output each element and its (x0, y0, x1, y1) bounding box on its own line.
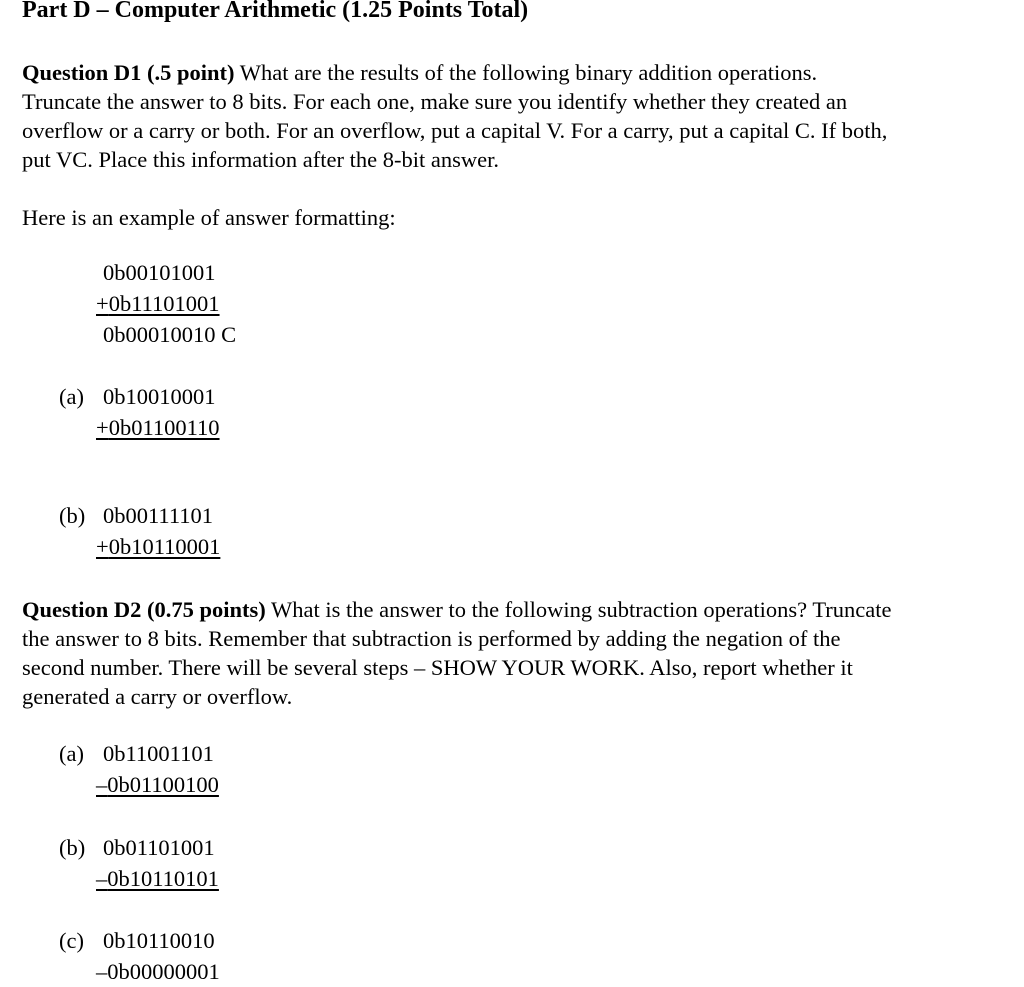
example-operand-2-value: 0b11101001 (108, 291, 220, 316)
operand-1: 0b10110010 (103, 928, 215, 953)
d2-item-c (96, 925, 220, 987)
operand-1: 0b01101001 (103, 835, 215, 860)
question-d2-text-line: the answer to 8 bits. Remember that subtraction is performed by adding the negation of the (22, 626, 841, 651)
question-d2-label: Question D2 (0.75 points) (22, 597, 266, 622)
question-d1 (22, 58, 1002, 174)
d2-item-a (96, 738, 219, 800)
operand-1: 0b11001101 (103, 741, 214, 766)
operand-2 (96, 412, 220, 443)
operand-2-value: 0b10110101 (107, 866, 219, 891)
operand-2-value: 0b00000001 (107, 959, 220, 984)
minus-sign: – (96, 959, 108, 984)
d1-item-b-label: (b) (59, 503, 86, 528)
operand-2-value: 0b01100110 (108, 415, 220, 440)
example-intro (22, 203, 1002, 232)
d2-item-c-label: (c) (59, 928, 84, 953)
plus-sign: + (96, 415, 109, 440)
example-result: 0b00010010 C (103, 322, 237, 347)
plus-sign: + (96, 291, 109, 316)
operand-2-value: 0b01100100 (107, 772, 219, 797)
question-d2-text-line: generated a carry or overflow. (22, 684, 293, 709)
d2-item-b-label: (b) (59, 835, 86, 860)
plus-sign: + (96, 534, 109, 559)
question-d2 (22, 595, 1002, 711)
operand-2 (96, 531, 220, 562)
section-heading: Part D – Computer Arithmetic (1.25 Points Total) (22, 0, 529, 23)
d1-item-b (96, 500, 221, 562)
question-d1-text-line: Truncate the answer to 8 bits. For each one, make sure you identify whether they created an (22, 89, 848, 114)
question-d1-label: Question D1 (.5 point) (22, 60, 235, 85)
operand-1: 0b10010001 (103, 384, 216, 409)
minus-sign: – (96, 772, 108, 797)
example-operand-2 (96, 288, 236, 319)
operand-2-value: 0b10110001 (108, 534, 221, 559)
operand-2 (96, 956, 220, 987)
example-operand-1: 0b00101001 (103, 260, 216, 285)
example-intro-text: Here is an example of answer formatting: (22, 205, 396, 230)
d1-item-a (96, 381, 220, 443)
operand-2 (96, 863, 219, 894)
question-d1-text-line: What are the results of the following binary addition operations. (234, 60, 818, 85)
operand-2 (96, 769, 219, 800)
d1-item-a-label: (a) (59, 384, 84, 409)
question-d1-text-line: overflow or a carry or both. For an overflow, put a capital V. For a carry, put a capital C. If both, (22, 118, 888, 143)
d2-item-b (96, 832, 219, 894)
operand-1: 0b00111101 (103, 503, 213, 528)
question-d2-text-line: What is the answer to the following subtraction operations? Truncate (265, 597, 892, 622)
example-operation (96, 257, 237, 350)
minus-sign: – (96, 866, 108, 891)
question-d2-text-line: second number. There will be several steps – SHOW YOUR WORK. Also, report whether it (22, 655, 853, 680)
question-d1-text-line: put VC. Place this information after the 8-bit answer. (22, 147, 499, 172)
d2-item-a-label: (a) (59, 741, 84, 766)
